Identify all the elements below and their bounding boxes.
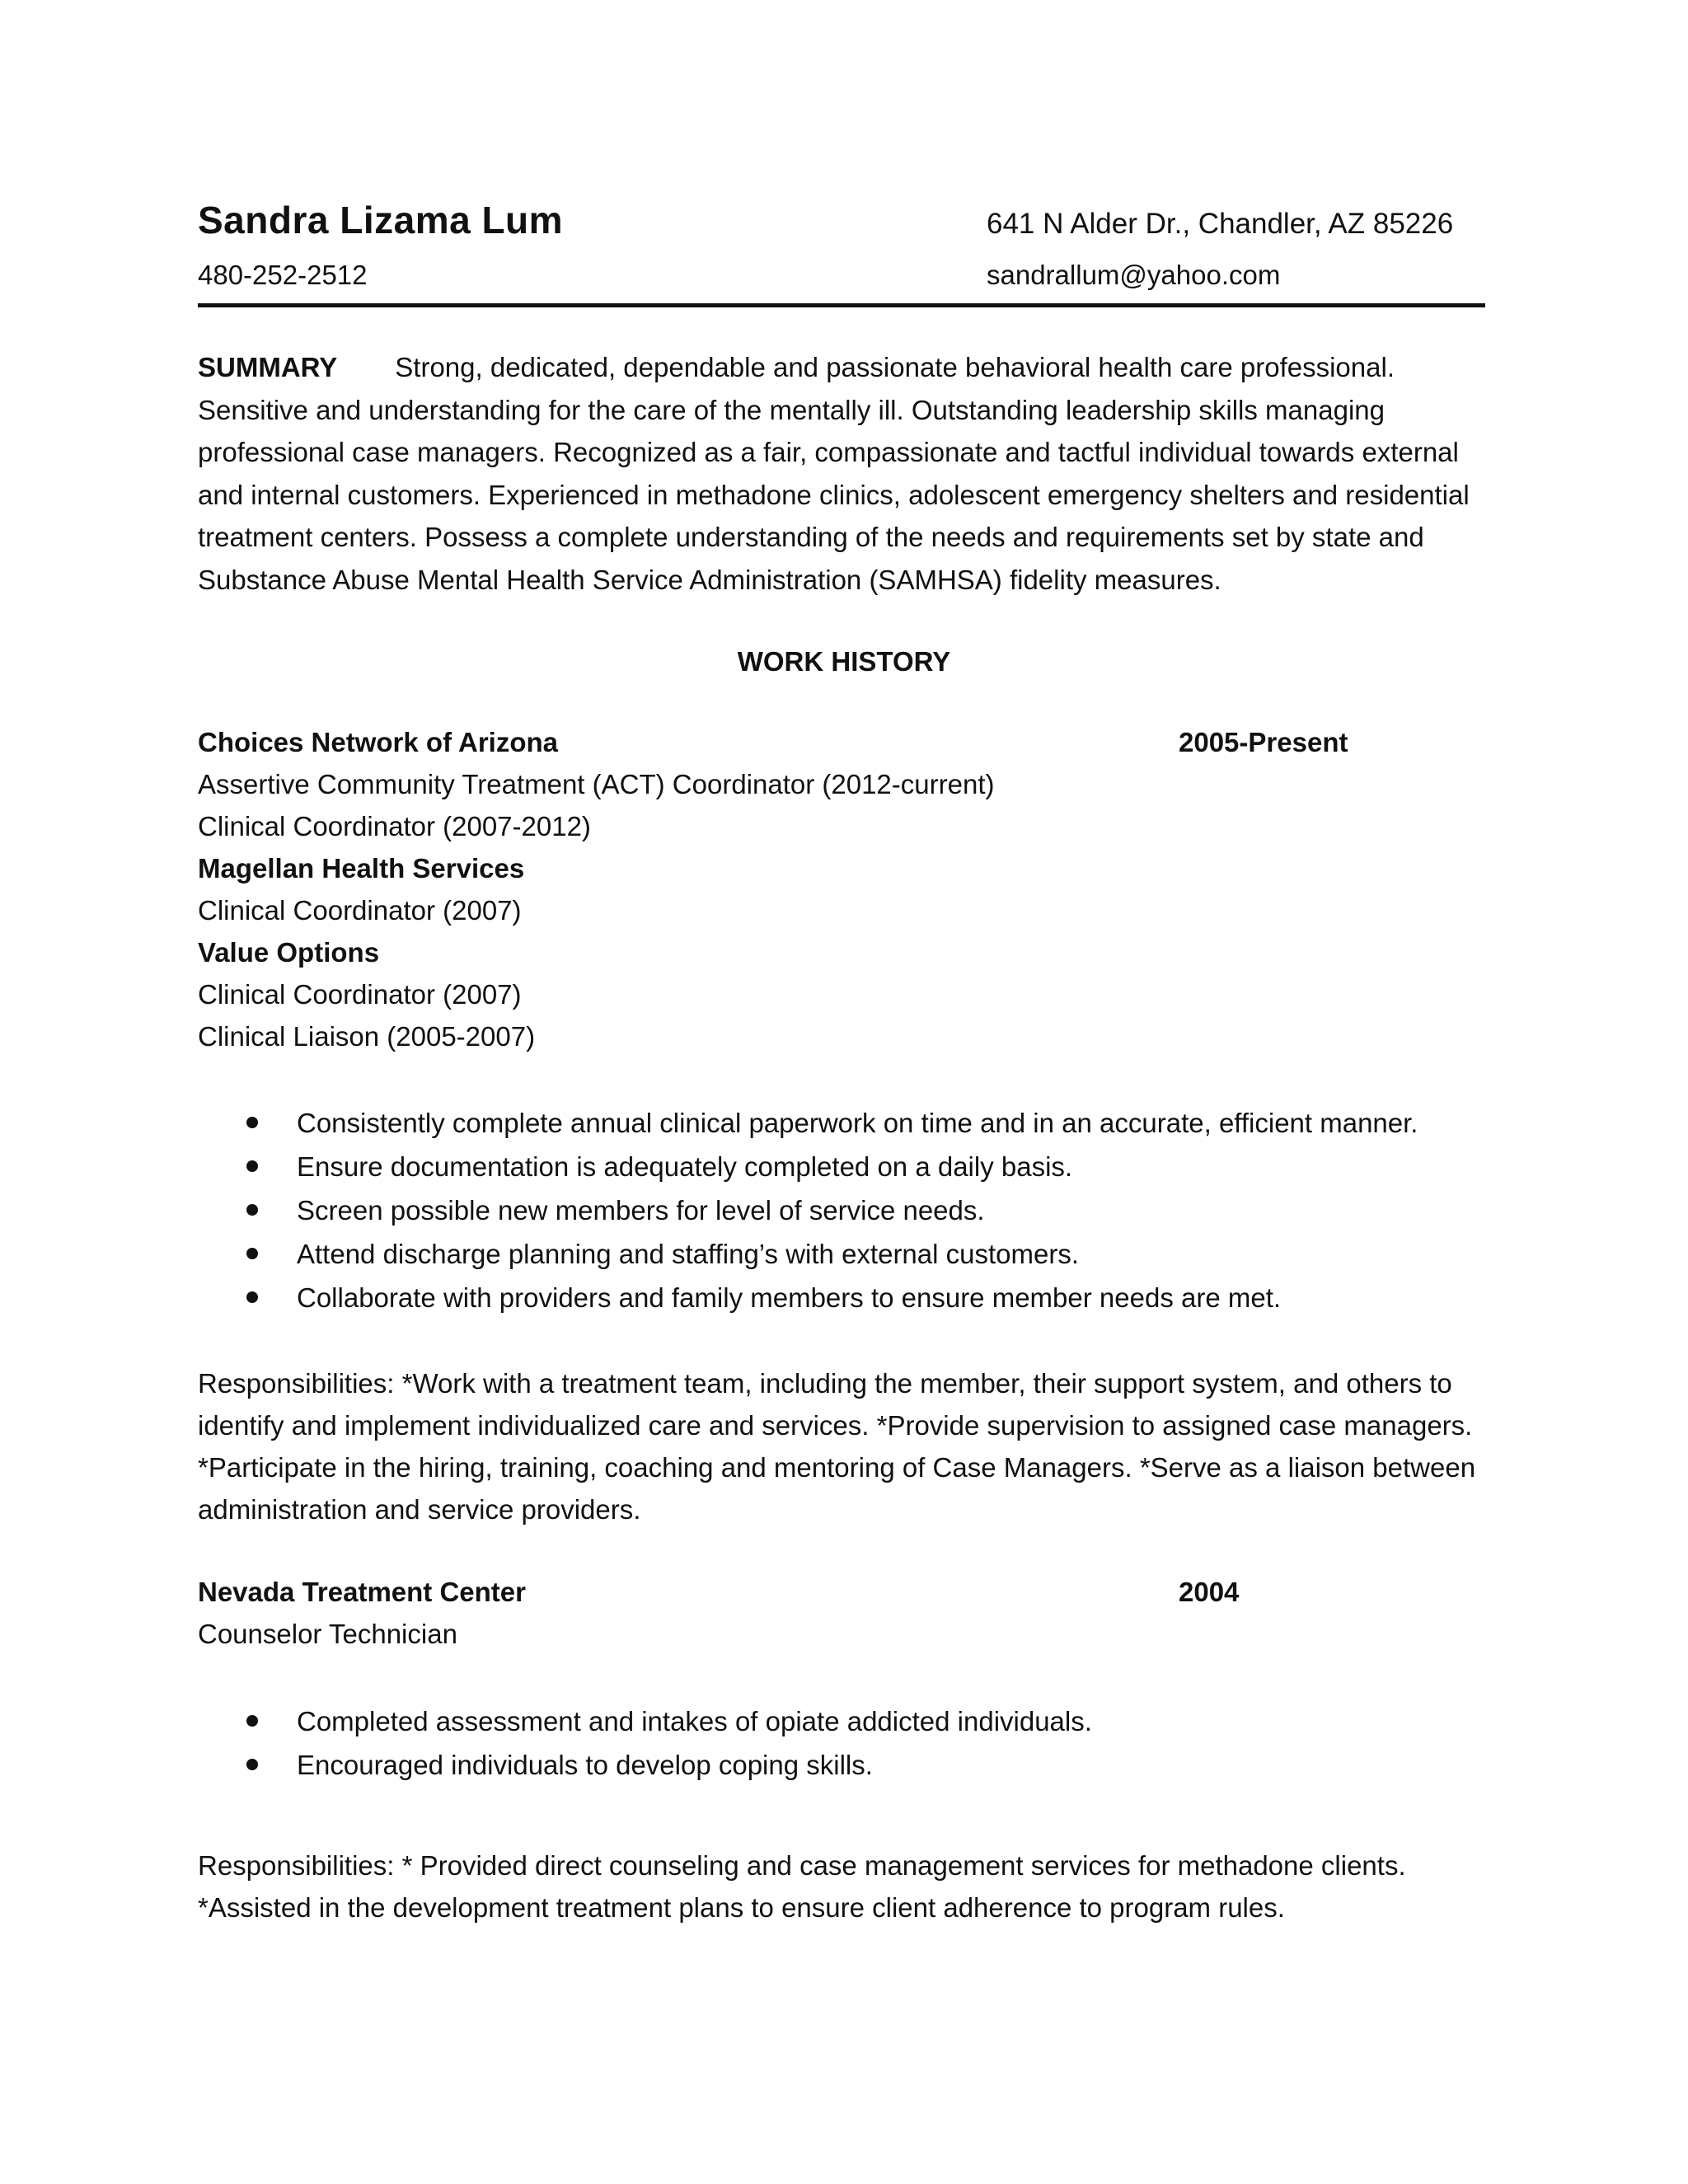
bullet-dot-icon [246, 1248, 258, 1259]
summary-section [198, 346, 1496, 601]
job-title-line: Clinical Coordinator (2007) [198, 895, 522, 926]
summary-label: SUMMARY [198, 352, 338, 382]
bullet-dot-icon [246, 1117, 258, 1128]
list-item [198, 1232, 1418, 1276]
job-title-line: Clinical Coordinator (2007-2012) [198, 811, 591, 841]
bullet-dot-icon [246, 1291, 258, 1303]
summary-text: Strong, dedicated, dependable and passionate behavioral health care professional. Sensitive and understanding for the care of the mentally ill. Outstanding leadership skills managing professional case managers. Recognized as a fair, compassionate and tactful individual towards external and internal customers. Experienced in methadone clinics, adolescent emergency shelters and residential treatment centers. Possess a complete understanding of the needs and requirements set by state and Substance Abuse Mental Health Service Administration (SAMHSA) fidelity measures. [198, 352, 1470, 595]
contact-address: 641 N Alder Dr., Chandler, AZ 85226 [987, 208, 1454, 240]
employment-dates: 2004 [1179, 1577, 1240, 1607]
employment-dates: 2005-Present [1179, 727, 1348, 757]
employer-name: Value Options [198, 937, 380, 968]
work-history-heading: WORK HISTORY [737, 646, 951, 677]
employer-name: Magellan Health Services [198, 853, 525, 883]
job1-responsibilities: Responsibilities: *Work with a treatment team, including the member, their support system, and others to identify and implement individualized care and services. *Provide supervision to assigned case managers. *Participate in the hiring, training, coaching and mentoring of Case Managers. *Serve as a liaison between administration and service providers. [198, 1368, 1476, 1525]
bullet-text: Completed assessment and intakes of opiate addicted individuals. [297, 1706, 1092, 1736]
list-item [198, 1101, 1418, 1145]
list-item [198, 1188, 1418, 1232]
list-item [198, 1743, 1092, 1787]
job-title-line: Counselor Technician [198, 1619, 457, 1649]
employer-name: Choices Network of Arizona [198, 727, 559, 757]
bullet-dot-icon [246, 1759, 258, 1770]
bullet-text: Encouraged individuals to develop coping skills. [297, 1750, 873, 1780]
list-item [198, 1699, 1092, 1743]
contact-phone: 480-252-2512 [198, 260, 368, 290]
job1-bullet-list [198, 1101, 1418, 1319]
bullet-dot-icon [246, 1715, 258, 1727]
header-divider [198, 303, 1485, 307]
job2-bullet-list [198, 1699, 1092, 1787]
bullet-text: Consistently complete annual clinical paperwork on time and in an accurate, efficient manner. [297, 1108, 1418, 1138]
candidate-name: Sandra Lizama Lum [198, 199, 564, 241]
bullet-text: Attend discharge planning and staffing’s with external customers. [297, 1239, 1080, 1269]
bullet-dot-icon [246, 1204, 258, 1216]
job-title-line: Clinical Liaison (2005-2007) [198, 1021, 536, 1052]
bullet-dot-icon [246, 1160, 258, 1172]
job-title-line: Assertive Community Treatment (ACT) Coordinator (2012-current) [198, 769, 995, 799]
list-item [198, 1276, 1418, 1319]
contact-email: sandrallum@yahoo.com [987, 260, 1281, 290]
bullet-text: Screen possible new members for level of service needs. [297, 1195, 985, 1226]
job2-responsibilities: Responsibilities: * Provided direct counseling and case management services for methadone clients. *Assisted in the development treatment plans to ensure client adherence to program rules. [198, 1850, 1406, 1923]
bullet-text: Collaborate with providers and family members to ensure member needs are met. [297, 1282, 1282, 1313]
job-title-line: Clinical Coordinator (2007) [198, 979, 522, 1010]
employer-name: Nevada Treatment Center [198, 1577, 526, 1607]
list-item [198, 1145, 1418, 1188]
bullet-text: Ensure documentation is adequately completed on a daily basis. [297, 1151, 1073, 1182]
